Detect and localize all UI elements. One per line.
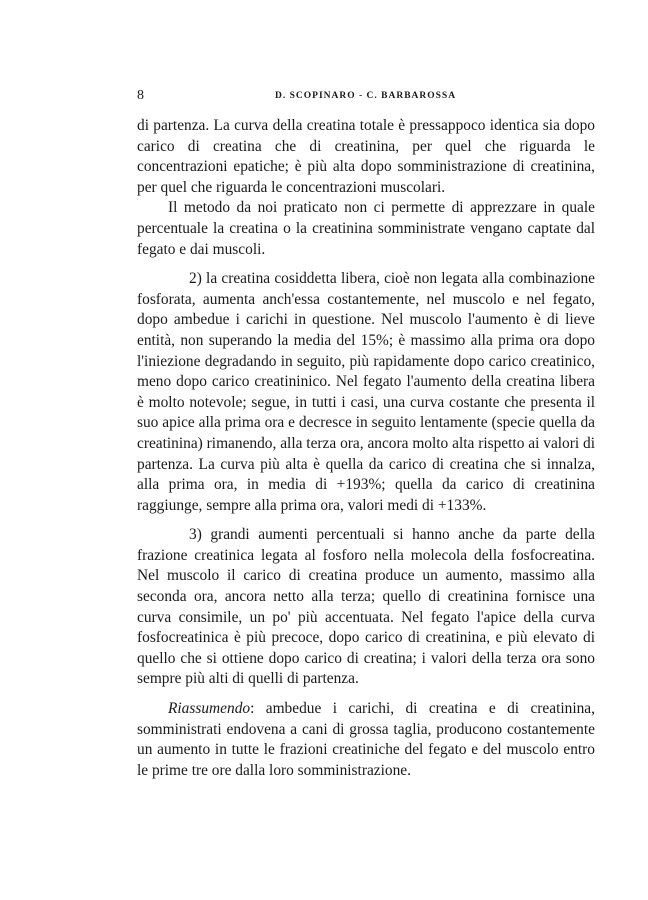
paragraph-continuation: di partenza. La curva della creatina totale è pressappoco identica sia dopo carico di creatina che di creatinina, per quel che riguarda le concentrazioni epatiche; è più alta dopo somministrazione di creatinina, per quel che riguarda le concentrazioni muscolari. <box>137 117 595 196</box>
page-number: 8 <box>137 88 145 103</box>
paragraph-point-3: 3) grandi aumenti percentuali si hanno anche da parte della frazione creatinica legata al fosforo nella molecola della fosfocreatina. Nel muscolo il carico di creatina produce un aumento, massimo alla seconda ora, ancora netto alla terza; quello di creatinina fornisce una curva consimile, un po' più accentuata. Nel fegato l'apice della curva fosfocreatinica è più precoce, dopo carico di creatinina, e più elevato di quello che si ottiene dopo carico di creatina; i valori della terza ora sono sempre più alti di quelli di partenza. <box>137 526 595 688</box>
paragraph-method: Il metodo da noi praticato non ci permette di apprezzare in quale percentuale la creatina o la creatinina somministrate vengano captate dal fegato e dai muscoli. <box>137 199 595 258</box>
summary-lead: Riassumendo <box>168 700 251 718</box>
paragraph-point-2: 2) la creatina cosiddetta libera, cioè non legata alla combinazione fosforata, aumenta anch'essa costantemente, nel muscolo e nel fegato, dopo ambedue i carichi in questione. Nel muscolo l'aumento è di lieve entità, non superando la media del 15%; è massimo alla prima ora dopo l'iniezione degradando in seguito, più rapidamente dopo carico creatinico, meno dopo carico creatininico. Nel fegato l'aumento della creatina libera è molto notevole; segue, in tutti i casi, una curva costante che presenta il suo apice alla prima ora e decresce in seguito lentamente (specie quella da creatinina) rimanendo, alla terza ora, ancora molto alta rispetto ai valori di partenza. La curva più alta è quella da carico di creatina che si innalza, alla prima ora, in media di +193%; quella da carico di creatinina raggiunge, sempre alla prima ora, valori medi di +133%. <box>137 270 595 514</box>
running-head: D. SCOPINARO - C. BARBAROSSA <box>275 91 457 101</box>
body-text <box>137 116 595 781</box>
summary-text: : ambedue i carichi, di creatina e di creatinina, somministrati endovena a cani di grossa taglia, producono costantemente un aumento in tutte le frazioni creatiniche del fegato e del muscolo entro le prime tre ore dalla loro somministrazione. <box>137 700 595 779</box>
paragraph-summary <box>137 699 595 781</box>
page-header <box>137 88 597 104</box>
